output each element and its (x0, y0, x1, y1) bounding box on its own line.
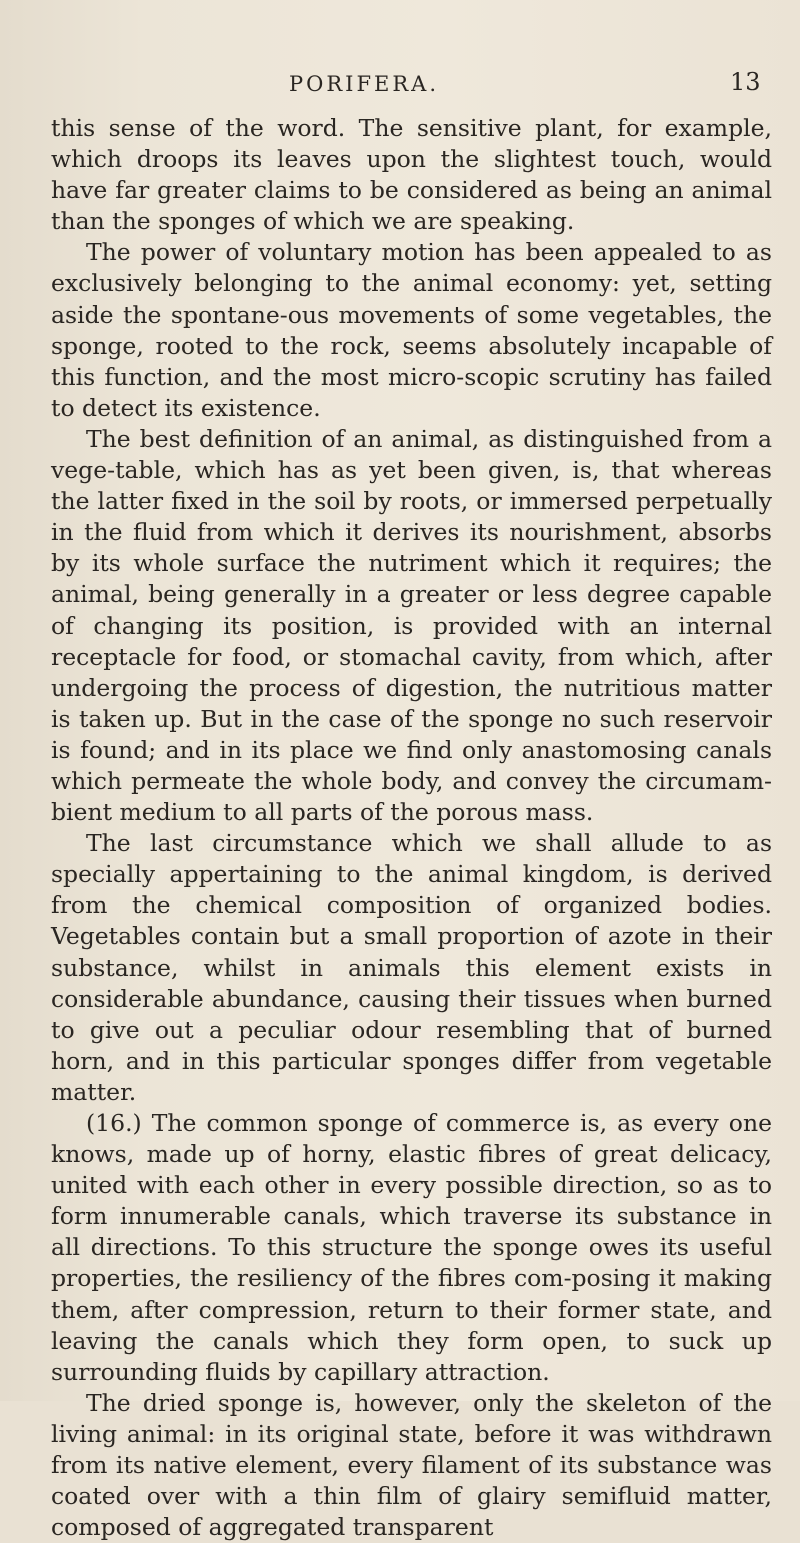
page-number: 13 (730, 68, 761, 96)
running-head: PORIFERA. (289, 72, 440, 96)
paragraph: this sense of the word. The sensitive plant, for example, which droops its leaves upon the slightest touch, would have far greater claims to be considered as being an animal than the sponges of which we are speaking. (51, 114, 772, 236)
body-text (51, 113, 772, 1543)
paragraph: The best definition of an animal, as distinguished from a vege-table, which has as yet been given, is, that whereas the latter fixed in the soil by roots, or immersed perpetually in the fluid from which it derives its nourishment, absorbs by its whole surface the nutriment which it requires; the animal, being generally in a greater or less degree capable of changing its position, is provided with an internal receptacle for food, or stomachal cavity, from which, after undergoing the process of digestion, the nutritious matter is taken up. But in the case of the sponge no such reservoir is found; and in its place we find only anastomosing canals which permeate the whole body, and convey the circumam-bient medium to all parts of the porous mass. (51, 424, 772, 827)
paragraph: (16.) The common sponge of commerce is, as every one knows, made up of horny, elastic fibres of great delicacy, united with each other in every possible direction, so as to form innumerable canals, which traverse its substance in all directions. To this structure the sponge owes its useful properties, the resiliency of the fibres com-posing it making them, after compression, return to their former state, and leaving the canals which they form open, to suck up surrounding fluids by capillary attraction. (51, 1109, 772, 1386)
paragraph: The power of voluntary motion has been appealed to as exclusively belonging to the animal economy: yet, setting aside the spontane-ous movements of some vegetables, the sponge, rooted to the rock, seems absolutely incapable of this function, and the most micro-scopic scrutiny has failed to detect its existence. (51, 238, 772, 422)
paragraph: The last circumstance which we shall allude to as specially appertaining to the animal kingdom, is derived from the chemical composition of organized bodies. Vegetables contain but a small proportion of azote in their substance, whilst in animals this element exists in considerable abundance, causing their tissues when burned to give out a peculiar odour resembling that of burned horn, and in this particular sponges differ from vegetable matter. (51, 829, 772, 1106)
paragraph: The dried sponge is, however, only the skeleton of the living animal: in its original state, before it was withdrawn from its native element, every filament of its substance was coated over with a thin film of glairy semifluid matter, composed of aggregated transparent (51, 1388, 772, 1542)
